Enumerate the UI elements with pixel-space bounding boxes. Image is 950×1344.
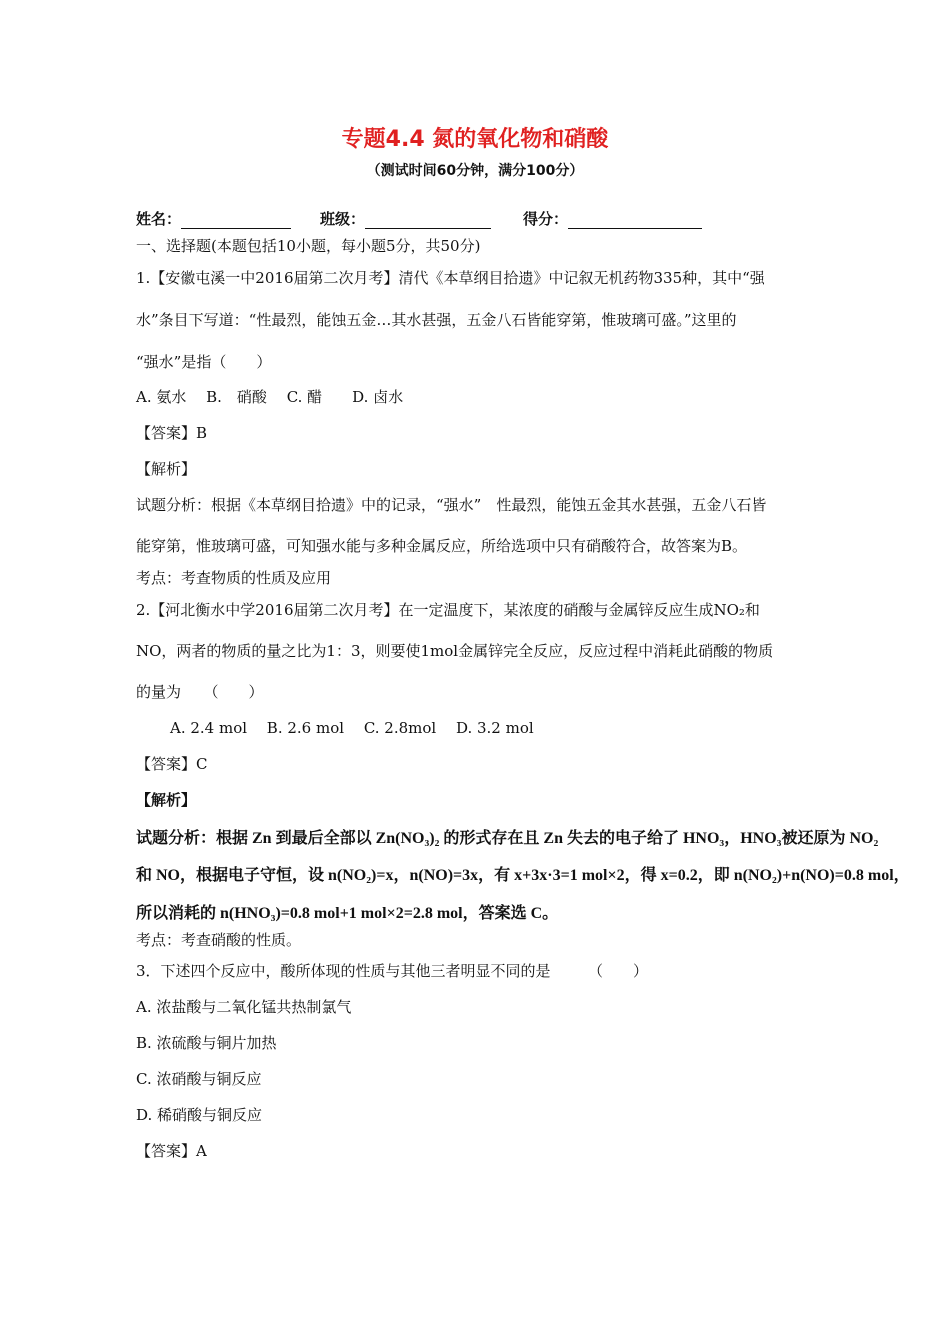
q3-stem: 3．下述四个反应中，酸所体现的性质与其他三者明显不同的是 （ ） (136, 962, 649, 980)
q3-option-d: D. 稀硝酸与铜反应 (136, 1106, 263, 1124)
q1-stem-line1: 1.【安徽屯溪一中2016届第二次月考】清代《本草纲目拾遗》中记叙无机药物335种，其中“强 (136, 269, 765, 287)
q1-point: 考点：考查物质的性质及应用 (136, 569, 332, 587)
q2-options: A. 2.4 mol B. 2.6 mol C. 2.8mol D. 3.2 mol (170, 719, 534, 737)
q1-options: A. 氨水 B. 硝酸 C. 醋 D. 卤水 (136, 388, 404, 406)
class-field (320, 208, 491, 229)
page-subtitle: （测试时间60分钟，满分100分） (366, 163, 584, 179)
q3-answer: 【答案】A (136, 1142, 207, 1160)
score-label: 得分： (523, 210, 569, 228)
q1-analysis-line2: 能穿第，惟玻璃可盛，可知强水能与多种金属反应，所给选项中只有硝酸符合，故答案为B。 (136, 537, 748, 555)
q2-stem-line3: 的量为 （ ） (136, 683, 264, 701)
q1-analysis-line1: 试题分析：根据《本草纲目拾遗》中的记录，“强水” 性最烈，能蚀五金其水甚强，五金八石皆 (136, 496, 767, 514)
q2-analysis-line2: 和 NO，根据电子守恒，设 n(NO₂)=x，n(NO)=3x，有 x+3x·3=1 mol×2，得 x=0.2，即 n(NO₂)+n(NO)=0.8 mol， (136, 867, 910, 884)
class-label: 班级： (320, 210, 366, 228)
q2-analysis-line3: 所以消耗的 n(HNO₃)=0.8 mol+1 mol×2=2.8 mol，答案选 C。 (136, 905, 559, 922)
name-label: 姓名： (136, 210, 182, 228)
q3-option-b: B. 浓硫酸与铜片加热 (136, 1034, 277, 1052)
name-field (136, 208, 291, 229)
q3-option-a: A. 浓盐酸与二氧化锰共热制氯气 (136, 998, 352, 1016)
score-field (523, 208, 702, 229)
q2-answer: 【答案】C (136, 755, 208, 773)
q3-option-c: C. 浓硝酸与铜反应 (136, 1070, 262, 1088)
page-title: 专题4.4 氮的氧化物和硝酸 (341, 127, 609, 152)
q1-analysis-label: 【解析】 (136, 460, 197, 478)
q2-analysis-label: 【解析】 (136, 791, 197, 809)
q1-stem-line3: “强水”是指（ ） (136, 353, 272, 371)
q2-stem-line2: NO，两者的物质的量之比为1：3，则要使1mol金属锌完全反应，反应过程中消耗此硝酸的物质 (136, 642, 774, 660)
q2-point: 考点：考查硝酸的性质。 (136, 931, 302, 949)
score-blank (568, 212, 702, 229)
section-heading: 一、选择题(本题包括10小题，每小题5分，共50分) (136, 237, 481, 255)
name-blank (181, 212, 291, 229)
q2-analysis-line1: 试题分析：根据 Zn 到最后全部以 Zn(NO₃)₂ 的形式存在且 Zn 失去的电子给了 HNO₃，HNO₃被还原为 NO₂ (136, 830, 879, 847)
q1-answer: 【答案】B (136, 424, 208, 442)
class-blank (365, 212, 491, 229)
q2-stem-line1: 2.【河北衡水中学2016届第二次月考】在一定温度下，某浓度的硝酸与金属锌反应生成NO₂和 (136, 601, 760, 619)
q1-stem-line2: 水”条目下写道：“性最烈，能蚀五金…其水甚强，五金八石皆能穿第，惟玻璃可盛。”这里的 (136, 311, 737, 329)
